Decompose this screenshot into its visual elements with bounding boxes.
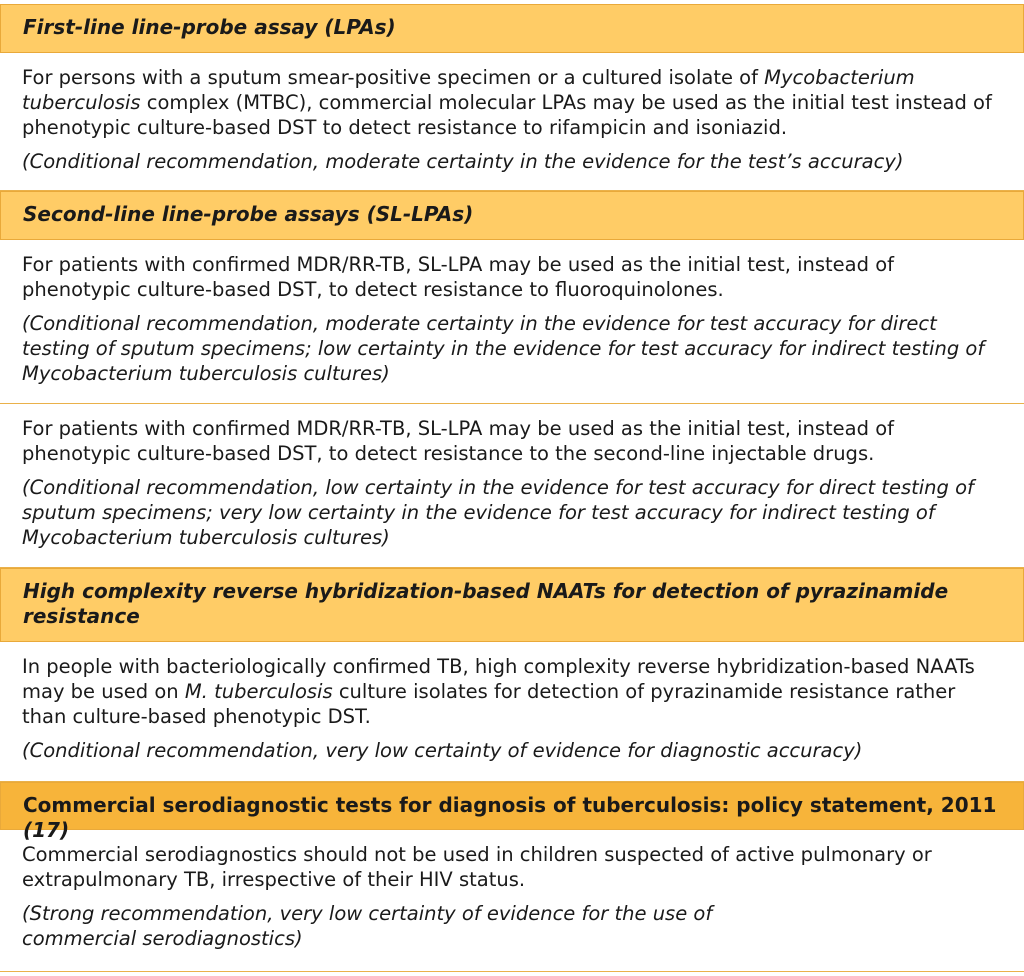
recommendation-text: For patients with confirmed MDR/RR-TB, SL-LPA may be used as the initial test, instead of phenotypic culture-based DST, to detect resistance to the second-line injectable drugs. — [22, 417, 894, 465]
section-heading-sl-lpa: Second-line line-probe assays (SL-LPAs) — [0, 191, 1024, 240]
entry-serodiagnostics — [0, 830, 1024, 972]
recommendation-strength: (Conditional recommendation, moderate certainty in the evidence for the test’s accuracy) — [22, 150, 904, 173]
recommendation-text — [22, 65, 1000, 140]
recommendation-text: For patients with confirmed MDR/RR-TB, SL-LPA may be used as the initial test, instead of phenotypic culture-based DST, to detect resistance to fluoroquinolones. — [22, 253, 894, 301]
entry-pyrazinamide-naat — [0, 642, 1024, 782]
recommendation-strength: (Strong recommendation, very low certainty of evidence for the use of commercial serodiagnostics) — [22, 902, 713, 950]
section-heading-pyrazinamide-naat: High complexity reverse hybridization-based NAATs for detection of pyrazinamide resistance — [0, 568, 1024, 642]
entry-first-line-lpa — [0, 53, 1024, 191]
entry-sl-lpa-fluoroquinolones — [0, 240, 1024, 404]
reference-number: (17) — [23, 818, 70, 842]
heading-text: Commercial serodiagnostic tests for diagnosis of tuberculosis: policy statement, 2011 — [23, 793, 997, 817]
recommendation-text: Commercial serodiagnostics should not be used in children suspected of active pulmonary or extrapulmonary TB, irrespective of their HIV status. — [22, 843, 932, 891]
recommendation-strength: (Conditional recommendation, very low certainty of evidence for diagnostic accuracy) — [22, 739, 863, 762]
text-part: In people with bacteriologically confirmed TB, high complexity reverse hybridization-based NAATs may be used on — [22, 655, 975, 703]
recommendation-strength: (Conditional recommendation, moderate certainty in the evidence for test accuracy for direct testing of sputum specimens; low certainty in the evidence for test accuracy for indirect testing of Mycobacterium tuberculosis cultures) — [22, 312, 985, 385]
text-part: culture isolates for detection of pyrazinamide resistance rather than culture-based phenotypic DST. — [22, 680, 956, 728]
section-heading-serodiagnostics — [0, 782, 1024, 842]
recommendation-strength: (Conditional recommendation, low certainty in the evidence for test accuracy for direct testing of sputum specimens; very low certainty in the evidence for test accuracy for indirect testing of Mycobacterium tuberculosis cultures) — [22, 476, 974, 549]
text-italic-part: Mycobacterium tuberculosis — [22, 66, 915, 114]
text-part: For persons with a sputum smear-positive specimen or a cultured isolate of — [22, 66, 765, 89]
entry-sl-lpa-injectables — [0, 404, 1024, 568]
recommendation-text — [22, 654, 1000, 729]
text-italic-part: M. tuberculosis — [184, 680, 333, 703]
section-heading-first-line-lpa: First-line line-probe assay (LPAs) — [0, 4, 1024, 53]
text-part: complex (MTBC), commercial molecular LPAs may be used as the initial test instead of phenotypic culture-based DST to detect resistance to rifampicin and isoniazid. — [22, 91, 992, 139]
